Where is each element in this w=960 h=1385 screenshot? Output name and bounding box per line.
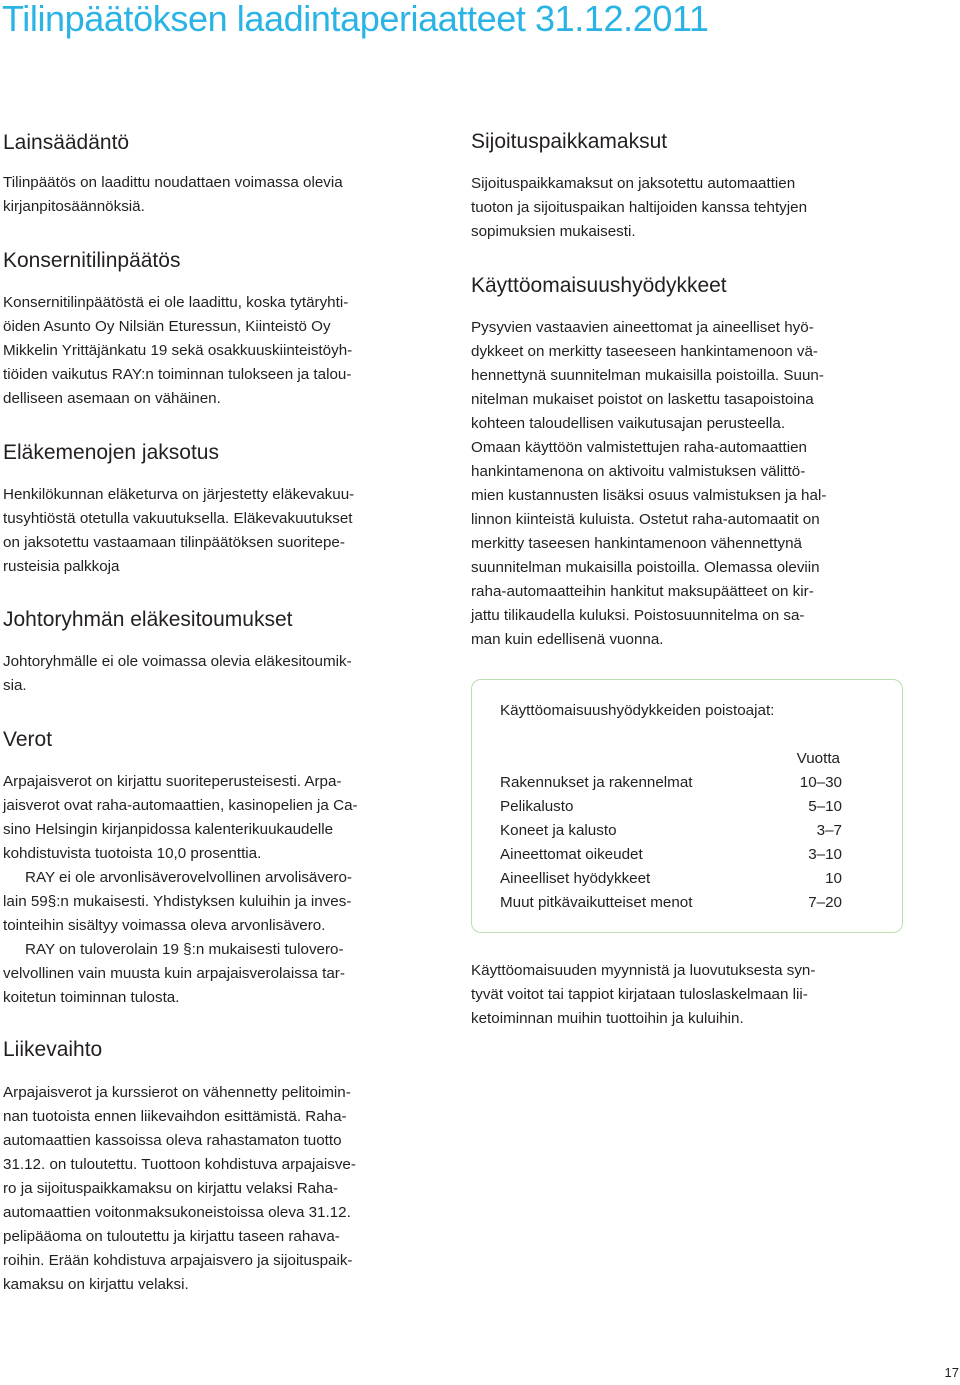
text-line: suunnitelman mukaisilla poistoilla. Olemassa oleviin bbox=[471, 559, 820, 576]
section-myynti bbox=[471, 959, 911, 1031]
text-line: pelipääoma on tuloutettu ja kirjattu taseen rahava- bbox=[3, 1228, 340, 1245]
table-row bbox=[500, 867, 842, 891]
row-label: Pelikalusto bbox=[500, 798, 574, 815]
section-body bbox=[471, 959, 911, 1031]
row-value: 10–30 bbox=[799, 774, 842, 791]
section-body bbox=[471, 316, 911, 652]
text-line: Omaan käyttöön valmistettujen raha-automaattien bbox=[471, 439, 807, 456]
table-row bbox=[500, 819, 842, 843]
column-header-vuotta: Vuotta bbox=[796, 750, 840, 767]
text-line: 31.12. on tuloutettu. Tuottoon kohdistuva arpajaisve- bbox=[3, 1156, 356, 1173]
section-heading: Käyttöomaisuushyödykkeet bbox=[471, 274, 727, 297]
text-line: automaattien voitonmaksukoneistoissa oleva 31.12. bbox=[3, 1204, 351, 1221]
text-line: velvollinen vain muusta kuin arpajaisverolaissa tar- bbox=[3, 965, 345, 982]
section-sijoituspaikkamaksut bbox=[471, 128, 911, 244]
row-label: Aineettomat oikeudet bbox=[500, 846, 643, 863]
section-heading: Verot bbox=[3, 728, 53, 751]
text-line: Käyttöomaisuuden myynnistä ja luovutuksesta syn- bbox=[471, 962, 816, 979]
section-body bbox=[3, 1081, 443, 1297]
section-lainsaadanto bbox=[3, 129, 443, 219]
text-line: Henkilökunnan eläketurva on järjestetty eläkevakuu- bbox=[3, 486, 355, 503]
text-line: sia. bbox=[3, 677, 27, 694]
text-line: Mikkelin Yrittäjänkatu 19 sekä osakkuuskiinteistöyh- bbox=[3, 342, 353, 359]
text-line: RAY ei ole arvonlisäverovelvollinen arvolisävero- bbox=[25, 869, 352, 886]
section-liikevaihto bbox=[3, 1036, 443, 1297]
text-line: RAY on tuloverolain 19 §:n mukaisesti tulovero- bbox=[25, 941, 344, 958]
text-line: jattu tilikaudella kuluksi. Poistosuunnitelma on sa- bbox=[471, 607, 805, 624]
section-verot bbox=[3, 726, 443, 1010]
section-heading: Sijoituspaikkamaksut bbox=[471, 130, 668, 153]
text-line: merkitty taseesen hankintamenoon vähennettynä bbox=[471, 535, 802, 552]
text-line: öiden Asunto Oy Nilsiän Eturessun, Kiinteistö Oy bbox=[3, 318, 331, 335]
row-label: Muut pitkävaikutteiset menot bbox=[500, 894, 693, 911]
text-line: tointeihin sisältyy voimassa oleva arvonlisävero. bbox=[3, 917, 326, 934]
text-line: linnon kiinteistä kuluista. Ostetut raha-automaatit on bbox=[471, 511, 820, 528]
section-johtoryhman-elakesitoumukset bbox=[3, 606, 443, 698]
page-title: Tilinpäätöksen laadintaperiaatteet 31.12.2011 bbox=[2, 0, 709, 39]
section-konsernitilinpaatos bbox=[3, 247, 443, 411]
text-line: Tilinpäätös on laadittu noudattaen voimassa olevia bbox=[3, 174, 343, 191]
text-line: kamaksu on kirjattu velaksi. bbox=[3, 1276, 189, 1293]
text-line: raha-automaatteihin hankitut maksupäätteet on kir- bbox=[471, 583, 814, 600]
row-label: Aineelliset hyödykkeet bbox=[500, 870, 651, 887]
section-body bbox=[3, 770, 443, 1010]
text-line: roihin. Erään kohdistuva arpajaisvero ja sijoituspaik- bbox=[3, 1252, 353, 1269]
section-body bbox=[3, 291, 443, 411]
section-heading: Eläkemenojen jaksotus bbox=[3, 441, 219, 464]
row-label: Koneet ja kalusto bbox=[500, 822, 617, 839]
text-line: nan tuotoista ennen liikevaihdon esittämistä. Raha- bbox=[3, 1108, 347, 1125]
text-line: Arpajaisverot ja kurssierot on vähennetty pelitoimin- bbox=[3, 1084, 351, 1101]
text-line: jaisverot ovat raha-automaattien, kasinopelien ja Ca- bbox=[3, 797, 358, 814]
table-row bbox=[500, 771, 842, 795]
text-line: Sijoituspaikkamaksut on jaksotettu automaattien bbox=[471, 175, 796, 192]
text-line: Konsernitilinpäätöstä ei ole laadittu, koska tytäryhti- bbox=[3, 294, 349, 311]
text-line: tiöiden vaikutus RAY:n toiminnan tulokseen ja talou- bbox=[3, 366, 352, 383]
table-row bbox=[500, 795, 842, 819]
row-value: 3–10 bbox=[808, 846, 842, 863]
section-heading: Lainsäädäntö bbox=[3, 131, 130, 154]
text-line: man kuin edellisenä vuonna. bbox=[471, 631, 664, 648]
row-value: 3–7 bbox=[816, 822, 842, 839]
text-line: mien kustannusten lisäksi osuus valmistuksen ja hal- bbox=[471, 487, 827, 504]
text-line: Arpajaisverot on kirjattu suoriteperusteisesti. Arpa- bbox=[3, 773, 342, 790]
section-body bbox=[3, 171, 443, 219]
box-title: Käyttöomaisuushyödykkeiden poistoajat: bbox=[500, 702, 775, 719]
text-line: sino Helsingin kirjanpidossa kalenterikuukaudelle bbox=[3, 821, 334, 838]
section-elakemenojen-jaksotus bbox=[3, 439, 443, 579]
text-line: ketoiminnan muihin tuottoihin ja kuluihin. bbox=[471, 1010, 744, 1027]
section-body bbox=[471, 172, 911, 244]
row-label: Rakennukset ja rakennelmat bbox=[500, 774, 693, 791]
text-line: delliseen asemaan on vähäinen. bbox=[3, 390, 221, 407]
text-line: rusteisia palkkoja bbox=[3, 558, 120, 575]
text-line: kohdistuvista tuotoista 10,0 prosenttia. bbox=[3, 845, 262, 862]
text-line: kirjanpitosäännöksiä. bbox=[3, 198, 145, 215]
text-line: sopimuksien mukaisesti. bbox=[471, 223, 636, 240]
text-line: kohteen taloudellisen vaikutusajan perusteella. bbox=[471, 415, 786, 432]
depreciation-table bbox=[500, 771, 842, 915]
text-line: koitetun toiminnan tulosta. bbox=[3, 989, 180, 1006]
section-heading: Johtoryhmän eläkesitoumukset bbox=[3, 608, 293, 631]
text-line: on jaksotettu vastaamaan tilinpäätöksen suoritepe- bbox=[3, 534, 345, 551]
text-line: ro ja sijoituspaikkamaksu on kirjattu velaksi Raha- bbox=[3, 1180, 339, 1197]
text-line: hennettynä suunnitelman mukaisilla poistoilla. Suun- bbox=[471, 367, 824, 384]
depreciation-box bbox=[471, 679, 903, 933]
section-body bbox=[3, 650, 443, 698]
row-value: 7–20 bbox=[808, 894, 842, 911]
text-line: nitelman mukaiset poistot on laskettu tasapoistoina bbox=[471, 391, 814, 408]
text-line: dykkeet on merkitty taseeseen hankintamenoon vä- bbox=[471, 343, 818, 360]
section-heading: Liikevaihto bbox=[3, 1038, 103, 1061]
text-line: tuoton ja sijoituspaikan haltijoiden kanssa tehtyjen bbox=[471, 199, 808, 216]
text-line: hankintamenona on aktivoitu valmistuksen välittö- bbox=[471, 463, 806, 480]
text-line: Pysyvien vastaavien aineettomat ja aineelliset hyö- bbox=[471, 319, 814, 336]
row-value: 5–10 bbox=[808, 798, 842, 815]
text-line: tusyhtiöstä otetulla vakuutuksella. Eläkevakuutukset bbox=[3, 510, 353, 527]
page-number: 17 bbox=[944, 1365, 959, 1380]
table-row bbox=[500, 891, 842, 915]
row-value: 10 bbox=[825, 870, 842, 887]
section-heading: Konsernitilinpäätös bbox=[3, 249, 181, 272]
text-line: lain 59§:n mukaisesti. Yhdistyksen kuluihin ja inves- bbox=[3, 893, 352, 910]
text-line: Johtoryhmälle ei ole voimassa olevia eläkesitoumik- bbox=[3, 653, 352, 670]
text-line: tyvät voitot tai tappiot kirjataan tuloslaskelmaan lii- bbox=[471, 986, 808, 1003]
table-row bbox=[500, 843, 842, 867]
text-line: automaattien kassoissa oleva rahastamaton tuotto bbox=[3, 1132, 342, 1149]
section-body bbox=[3, 483, 443, 579]
section-kayttoomaisuushyodykkeet bbox=[471, 272, 911, 652]
